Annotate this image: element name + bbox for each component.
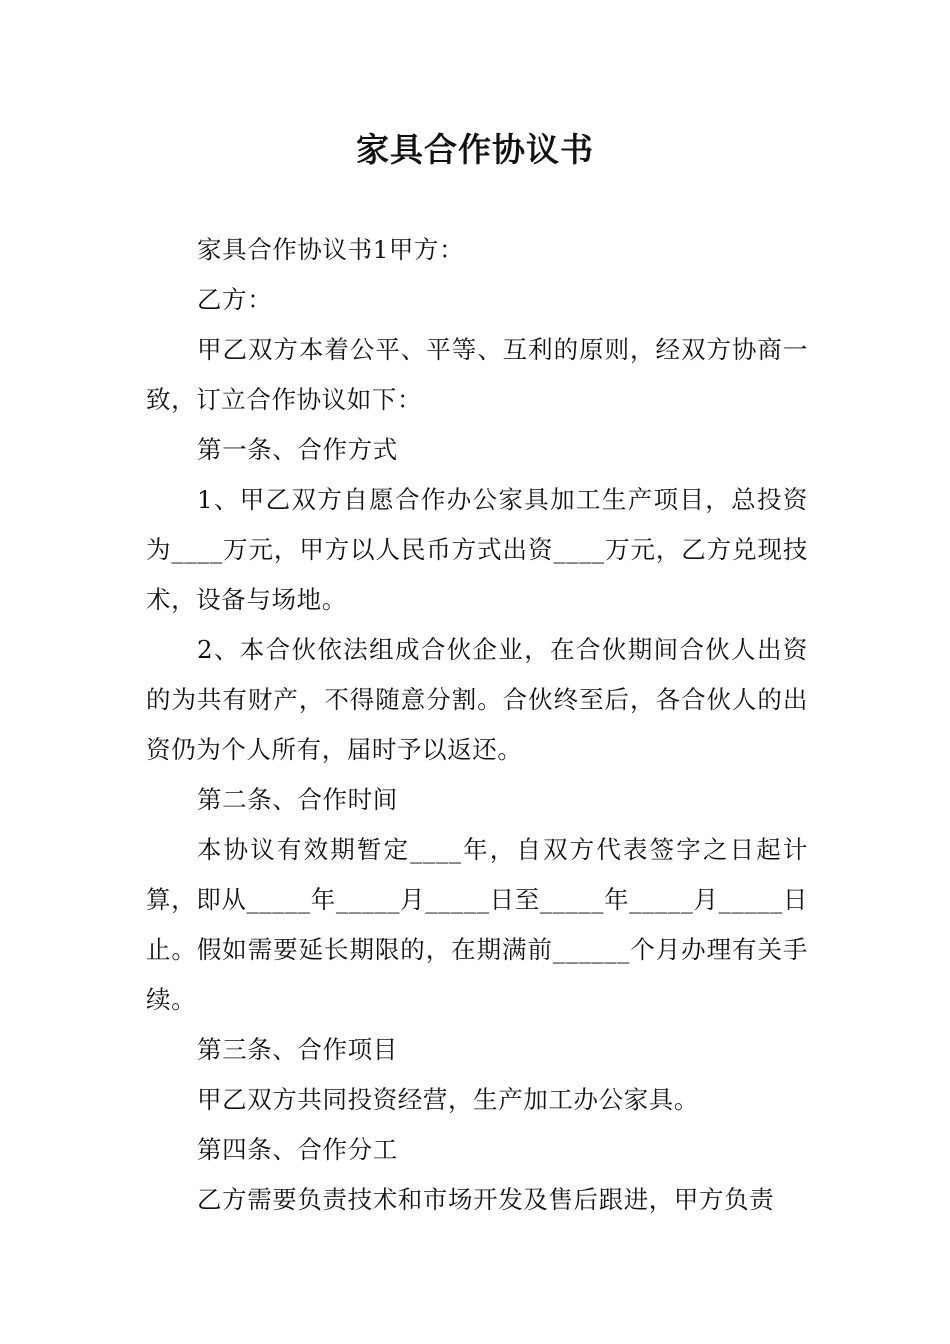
paragraph-article-4: 乙方需要负责技术和市场开发及售后跟进，甲方负责 [197,1185,775,1214]
document-title: 家具合作协议书 [356,130,594,169]
document-body [146,225,808,1225]
paragraph-preamble: 甲乙双方本着公平、平等、互利的原则，经双方协商一致，订立合作协议如下： [146,335,808,414]
heading-article-4: 第四条、合作分工 [197,1135,398,1164]
paragraph-party-b: 乙方： [197,285,273,314]
paragraph-article-1-item-1: 1、甲乙双方自愿合作办公家具加工生产项目，总投资为____万元，甲方以人民币方式出资____万元，乙方兑现技术，设备与场地。 [146,485,808,614]
paragraph-article-1-item-2: 2、本合伙依法组成合伙企业，在合伙期间合伙人出资的为共有财产，不得随意分割。合伙终至后，各合伙人的出资仍为个人所有，届时予以返还。 [146,635,808,764]
paragraph-party-a: 家具合作协议书1甲方： [197,235,465,264]
paragraph-article-3: 甲乙双方共同投资经营，生产加工办公家具。 [197,1085,699,1114]
paragraph-article-2: 本协议有效期暂定____年，自双方代表签字之日起计算，即从_____年_____月_____日至_____年_____月_____日止。假如需要延长期限的，在期满前______个月办理有关手续。 [146,835,808,1014]
heading-article-1: 第一条、合作方式 [197,435,398,464]
heading-article-2: 第二条、合作时间 [197,785,398,814]
heading-article-3: 第三条、合作项目 [197,1035,398,1064]
